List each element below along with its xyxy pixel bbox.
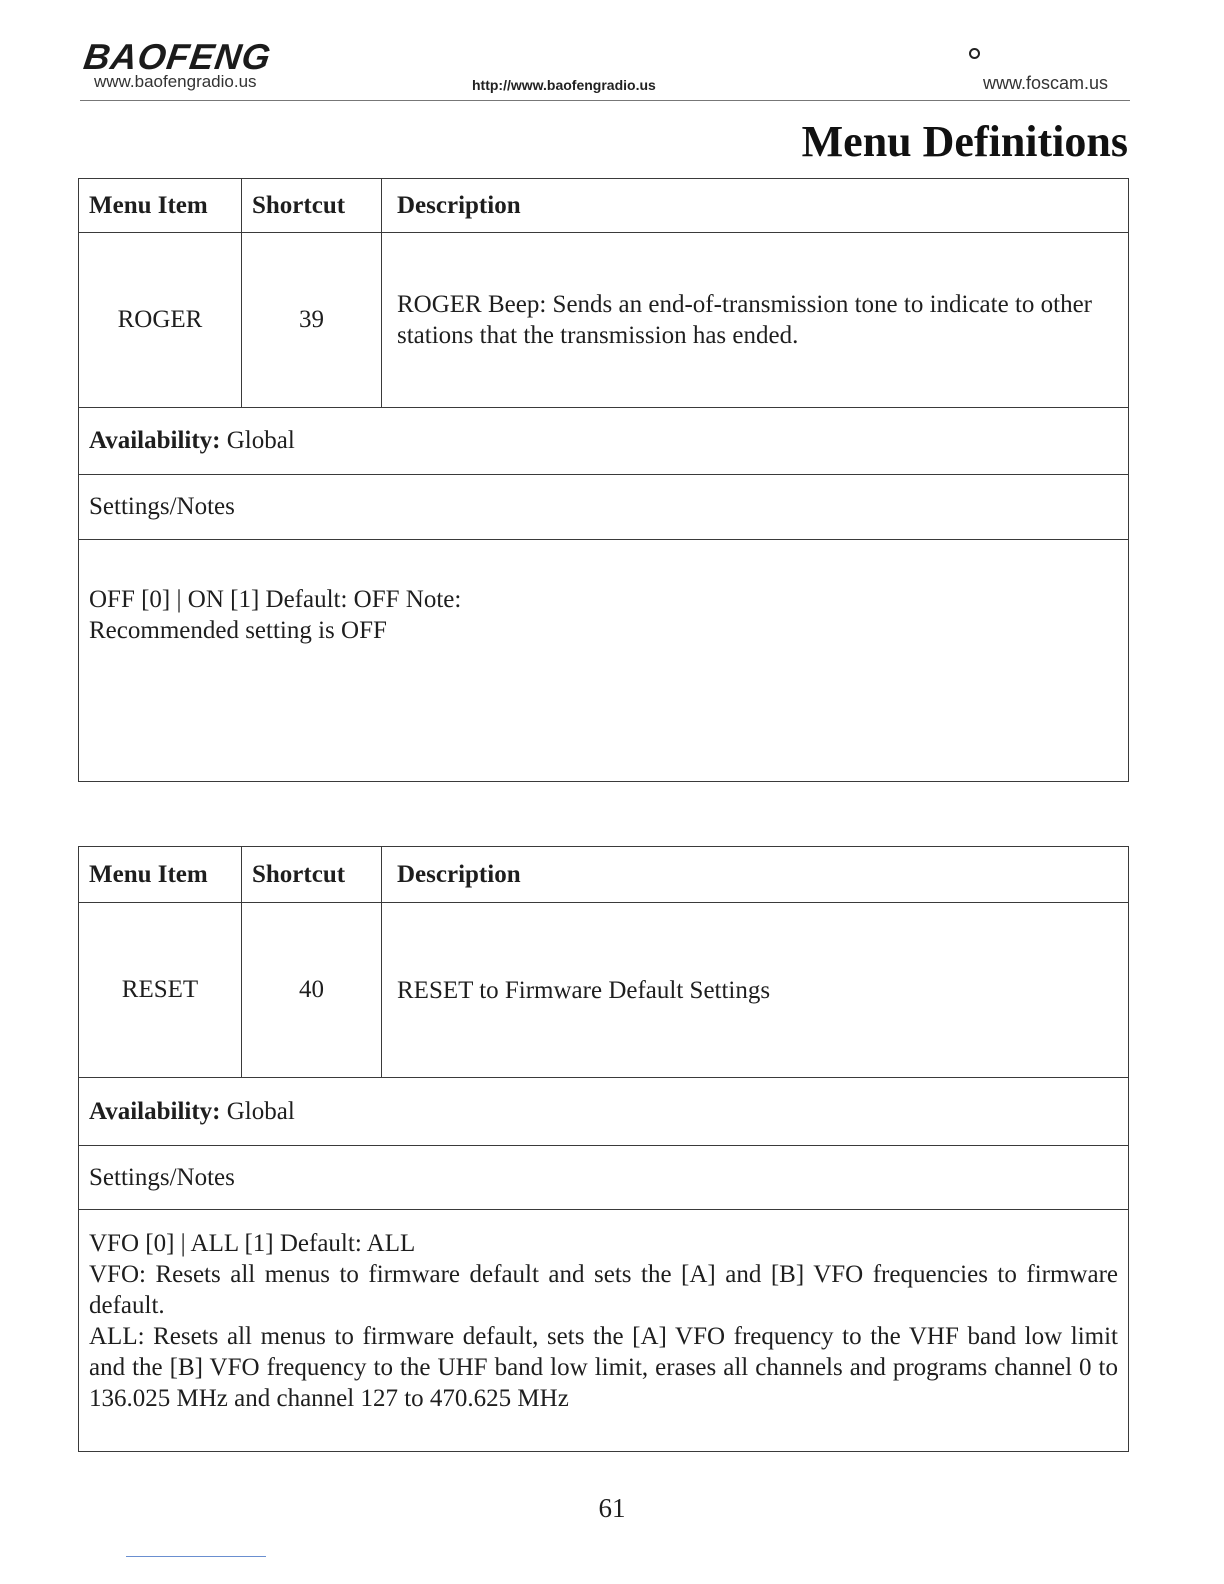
notes-label: Settings/Notes <box>79 1146 1129 1210</box>
baofeng-logo: BAOFENG <box>81 36 274 77</box>
menu-shortcut: 39 <box>242 233 382 408</box>
notes-row <box>79 540 1129 782</box>
availability-row <box>79 1078 1129 1146</box>
col-header-description: Description <box>382 179 1129 233</box>
col-header-menu-item: Menu Item <box>79 847 242 903</box>
menu-item-name: ROGER <box>79 233 242 408</box>
divider <box>126 1556 266 1557</box>
table-header-row <box>79 179 1129 233</box>
table-row <box>79 903 1129 1078</box>
menu-item-name: RESET <box>79 903 242 1078</box>
availability-label: Availability: <box>89 1097 221 1125</box>
circle-mark-icon <box>969 48 980 59</box>
menu-description: RESET to Firmware Default Settings <box>382 903 1129 1078</box>
notes-cell <box>79 540 1129 782</box>
availability-label: Availability: <box>89 427 221 454</box>
notes-label: Settings/Notes <box>79 475 1129 540</box>
menu-description: ROGER Beep: Sends an end-of-transmission tone to indicate to other stations that the transmission has ended. <box>382 233 1129 408</box>
notes-row <box>79 1210 1129 1452</box>
page-title: Menu Definitions <box>801 117 1128 166</box>
col-header-shortcut: Shortcut <box>242 179 382 233</box>
notes-cell <box>79 1210 1129 1452</box>
menu-shortcut: 40 <box>242 903 382 1078</box>
col-header-shortcut: Shortcut <box>242 847 382 903</box>
site-link-right: www.foscam.us <box>982 73 1108 93</box>
availability-cell <box>79 1078 1129 1146</box>
availability-value: Global <box>226 427 295 454</box>
table-header-row <box>79 847 1129 903</box>
availability-cell <box>79 408 1129 475</box>
col-header-menu-item: Menu Item <box>79 179 242 233</box>
notes-header-row <box>79 475 1129 540</box>
notes-line: VFO: Resets all menus to firmware default and sets the [A] and [B] VFO frequencies to firmware default. <box>89 1261 1118 1319</box>
availability-row <box>79 408 1129 475</box>
notes-line: OFF [0] | ON [1] Default: OFF Note: <box>89 586 462 613</box>
site-link-center: http://www.baofengradio.us <box>472 77 656 93</box>
availability-value: Global <box>226 1097 295 1125</box>
notes-line: VFO [0] | ALL [1] Default: ALL <box>89 1230 416 1257</box>
col-header-description: Description <box>382 847 1129 903</box>
page-header <box>80 36 1130 101</box>
notes-header-row <box>79 1146 1129 1210</box>
page-number: 61 <box>598 1493 626 1523</box>
menu-table-roger <box>78 178 1129 782</box>
table-row <box>79 233 1129 408</box>
notes-line: ALL: Resets all menus to firmware default, sets the [A] VFO frequency to the VHF band low limit and the [B] VFO frequency to the UHF band low limit, erases all channels and programs channel 0 to 136.025 MHz and channel 127 to 470.625 MHz <box>89 1323 1118 1412</box>
site-link-left: www.baofengradio.us <box>94 72 257 91</box>
menu-table-reset <box>78 846 1129 1452</box>
notes-line: Recommended setting is OFF <box>89 617 387 644</box>
